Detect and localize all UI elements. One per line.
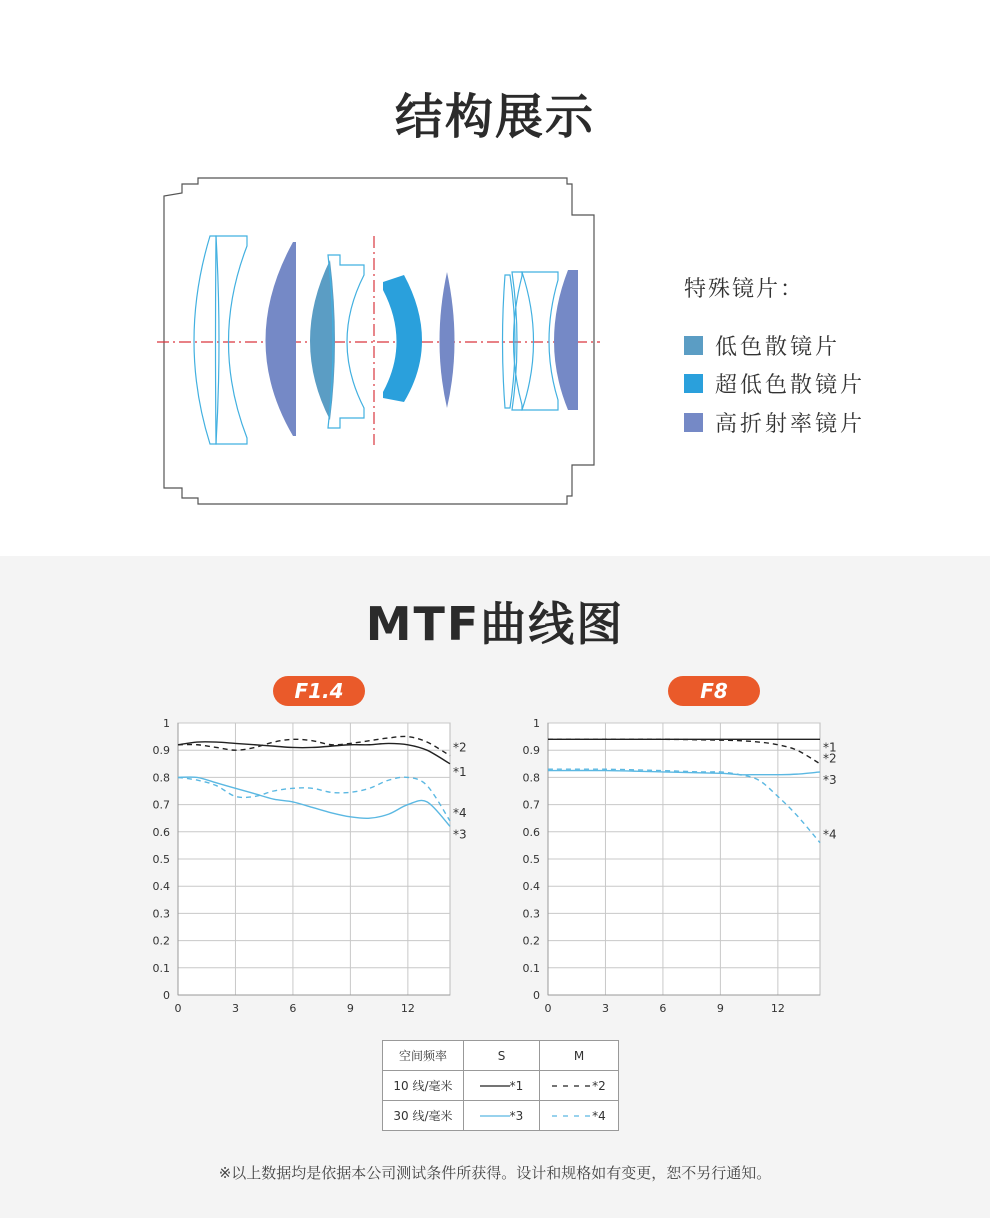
series-end-label: *2 [453,740,467,755]
x-tick-label: 3 [601,1002,609,1015]
lens-element-2 [216,236,247,444]
mtf-chart-f1-4 [140,710,480,1020]
x-tick-label: 12 [770,1002,785,1015]
y-tick-label: 0.2 [522,934,540,948]
table-cell [540,1071,619,1101]
x-tick-label: 9 [716,1002,724,1015]
table-header-cell: 空间频率 [383,1041,464,1071]
series-label: *4 [592,1108,606,1123]
structure-title: 结构展示 [394,89,595,145]
y-tick-label: 1 [533,717,540,730]
legend-label: 低色散镜片 [715,335,841,360]
y-tick-label: 0.5 [152,853,170,866]
x-tick-label: 0 [174,1002,182,1015]
lens-element-11 [554,270,578,410]
y-tick-label: 0.9 [522,744,540,758]
special-lens-legend-title: 特殊镜片： [684,277,805,302]
x-tick-label: 6 [289,1002,297,1015]
y-tick-label: 0.8 [522,771,540,785]
table-cell [540,1101,619,1131]
lens-diagram [150,170,610,515]
chart-title-f1-4: F1.4 [273,676,365,706]
legend-label: 超低色散镜片 [715,373,866,398]
table-row [383,1041,619,1071]
table-header-cell: S [464,1041,540,1071]
y-tick-label: 0.1 [522,961,540,975]
y-tick-label: 1 [163,717,170,730]
x-tick-label: 6 [659,1002,667,1015]
lens-element-3 [266,242,297,436]
chart-title-f8: F8 [668,676,760,706]
legend-swatch [684,336,703,355]
lens-element-6 [383,275,422,402]
y-tick-label: 0.6 [152,825,170,839]
dashed-black-line-sample [552,1082,592,1090]
table-cell: 30 线/毫米 [383,1101,464,1131]
series-label: *1 [509,1078,524,1093]
y-tick-label: 0.8 [152,771,170,785]
table-header-cell: M [540,1041,619,1071]
y-tick-label: 0.3 [522,907,540,921]
y-tick-label: 0.2 [152,934,170,948]
y-tick-label: 0.6 [522,825,540,839]
table-cell: 10 线/毫米 [383,1071,464,1101]
legend-swatch [684,374,703,393]
legend-swatch [684,413,703,432]
lens-element-10 [522,272,558,410]
legend-item-ultra-low-dispersion [684,368,865,399]
y-tick-label: 0.7 [522,798,540,812]
table-cell [464,1071,540,1101]
x-tick-label: 9 [346,1002,354,1015]
x-tick-label: 3 [231,1002,239,1015]
legend-item-high-refractive [684,407,865,438]
series-end-label: *1 [823,740,837,755]
table-row [383,1101,619,1131]
legend-label: 高折射率镜片 [715,412,866,437]
series-end-label: *3 [453,827,467,842]
table-cell [464,1101,540,1131]
series-label: *3 [509,1108,524,1123]
footnote: ※以上数据均是依据本公司测试条件所获得。设计和规格如有变更，恕不另行通知。 [218,1164,772,1182]
mtf-chart-f8 [510,710,850,1020]
series-end-label: *1 [453,764,467,779]
y-tick-label: 0.3 [152,907,170,921]
structure-section [0,0,990,556]
table-row [383,1071,619,1101]
series-end-label: *4 [823,827,837,842]
y-tick-label: 0.1 [152,961,170,975]
y-tick-label: 0.4 [152,880,170,894]
solid-blue-line-sample [480,1112,510,1120]
dashed-blue-line-sample [552,1112,592,1120]
lens-element-1 [194,236,216,444]
y-tick-label: 0 [163,989,170,1002]
lens-element-7 [440,272,455,408]
mtf-legend-table [382,1040,619,1131]
y-tick-label: 0.9 [152,744,170,758]
series-end-label: *2 [823,751,837,766]
series-end-label: *3 [823,772,837,787]
series-end-label: *4 [453,805,467,820]
legend-item-low-dispersion [684,330,840,361]
y-tick-label: 0.4 [522,880,540,894]
x-tick-label: 0 [544,1002,552,1015]
solid-black-line-sample [480,1082,510,1090]
x-tick-label: 12 [400,1002,415,1015]
y-tick-label: 0 [533,989,540,1002]
mtf-title: MTF曲线图 [365,597,625,651]
series-label: *2 [592,1078,606,1093]
y-tick-label: 0.7 [152,798,170,812]
lens-element-9 [512,272,522,410]
y-tick-label: 0.5 [522,853,540,866]
